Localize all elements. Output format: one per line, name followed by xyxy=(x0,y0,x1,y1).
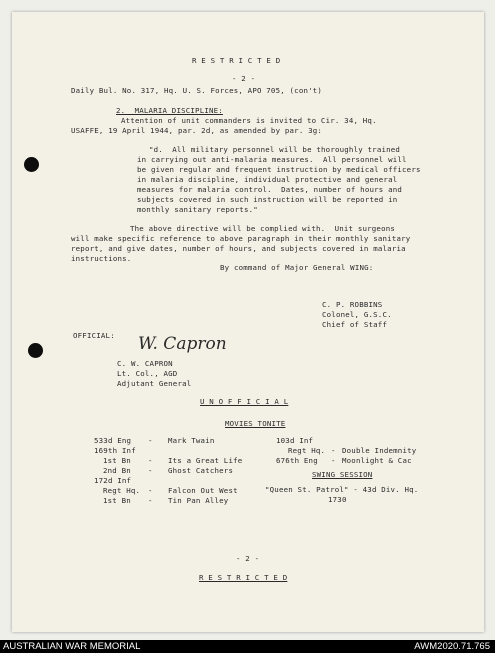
directive-line: instructions. xyxy=(71,254,132,263)
movie-title: Tin Pan Alley xyxy=(168,496,229,505)
unofficial-heading: U N O F F I C I A L xyxy=(200,397,289,406)
official-title: Adjutant General xyxy=(117,379,192,388)
movies-heading: MOVIES TONITE xyxy=(225,419,286,428)
punch-hole-top xyxy=(24,157,39,172)
movie-unit: Regt Hq. xyxy=(288,446,326,455)
movie-unit: 1st Bn xyxy=(103,456,131,465)
paragraph-line-1: Attention of unit commanders is invited to Cir. 34, Hq. xyxy=(121,116,377,125)
movie-title: Mark Twain xyxy=(168,436,215,445)
quote-line: be given regular and frequent instruction by medical officers xyxy=(137,165,421,174)
quote-line: monthly sanitary reports." xyxy=(137,205,258,214)
movie-unit: 533d Eng xyxy=(94,436,132,445)
caption-institution: AUSTRALIAN WAR MEMORIAL xyxy=(3,641,141,652)
page-number-bottom: - 2 - xyxy=(236,554,260,563)
movie-title: Ghost Catchers xyxy=(168,466,234,475)
official-rank: Lt. Col., AGD xyxy=(117,369,178,378)
document-page xyxy=(12,12,484,632)
quote-line: subjects covered in such instruction will be reported in xyxy=(137,195,398,204)
command-line: By command of Major General WING: xyxy=(220,263,374,272)
signatory-title: Chief of Staff xyxy=(322,320,388,329)
movie-dash: - xyxy=(148,456,153,465)
handwritten-signature: W. Capron xyxy=(138,334,227,354)
movie-dash: - xyxy=(331,446,336,455)
paragraph-line-2: USAFFE, 19 April 1944, par. 2d, as amended by par. 3g: xyxy=(71,126,323,135)
swing-time: 1730 xyxy=(328,495,347,504)
movie-dash: - xyxy=(148,496,153,505)
signatory-rank: Colonel, G.S.C. xyxy=(322,310,392,319)
header-classification: R E S T R I C T E D xyxy=(192,56,281,65)
movie-unit: Regt Hq. xyxy=(103,486,141,495)
movie-dash: - xyxy=(148,466,153,475)
caption-accession-number: AWM2020.71.765 xyxy=(414,641,490,652)
footer-classification: R E S T R I C T E D xyxy=(199,573,288,582)
movie-unit: 2nd Bn xyxy=(103,466,131,475)
quote-line: in carrying out anti-malaria measures. All personnel will xyxy=(137,155,407,164)
movie-dash: - xyxy=(148,486,153,495)
directive-line: The above directive will be complied with. Unit surgeons xyxy=(130,224,396,233)
bulletin-line: Daily Bul. No. 317, Hq. U. S. Forces, APO 705, (con't) xyxy=(71,86,323,95)
movie-title: Moonlight & Cac xyxy=(342,456,412,465)
page-number-top: - 2 - xyxy=(232,74,256,83)
signatory-name: C. P. ROBBINS xyxy=(322,300,383,309)
movie-unit: 169th Inf xyxy=(94,446,136,455)
quote-line: "d. All military personnel will be thoroughly trained xyxy=(149,145,401,154)
movie-title: Double Indemnity xyxy=(342,446,417,455)
quote-line: measures for malaria control. Dates, number of hours and xyxy=(137,185,403,194)
movie-title: Its a Great Life xyxy=(168,456,243,465)
official-label: OFFICIAL: xyxy=(73,331,115,340)
punch-hole-bottom xyxy=(28,343,43,358)
movie-unit: 676th Eng xyxy=(276,456,318,465)
swing-heading: SWING SESSION xyxy=(312,470,373,479)
movie-unit: 1st Bn xyxy=(103,496,131,505)
movie-title: Falcon Out West xyxy=(168,486,238,495)
directive-line: report, and give dates, number of hours, and subjects covered in malaria xyxy=(71,244,406,253)
swing-line: "Queen St. Patrol" - 43d Div. Hq. xyxy=(265,485,419,494)
official-name: C. W. CAPRON xyxy=(117,359,173,368)
quote-line: in malaria discipline, individual protective and general xyxy=(137,175,398,184)
movie-dash: - xyxy=(148,436,153,445)
section-heading: 2. MALARIA DISCIPLINE: xyxy=(116,106,223,115)
movie-unit: 103d Inf xyxy=(276,436,314,445)
directive-line: will make specific reference to above paragraph in their monthly sanitary xyxy=(71,234,411,243)
caption-bar xyxy=(0,640,495,653)
movie-dash: - xyxy=(331,456,336,465)
movie-unit: 172d Inf xyxy=(94,476,132,485)
